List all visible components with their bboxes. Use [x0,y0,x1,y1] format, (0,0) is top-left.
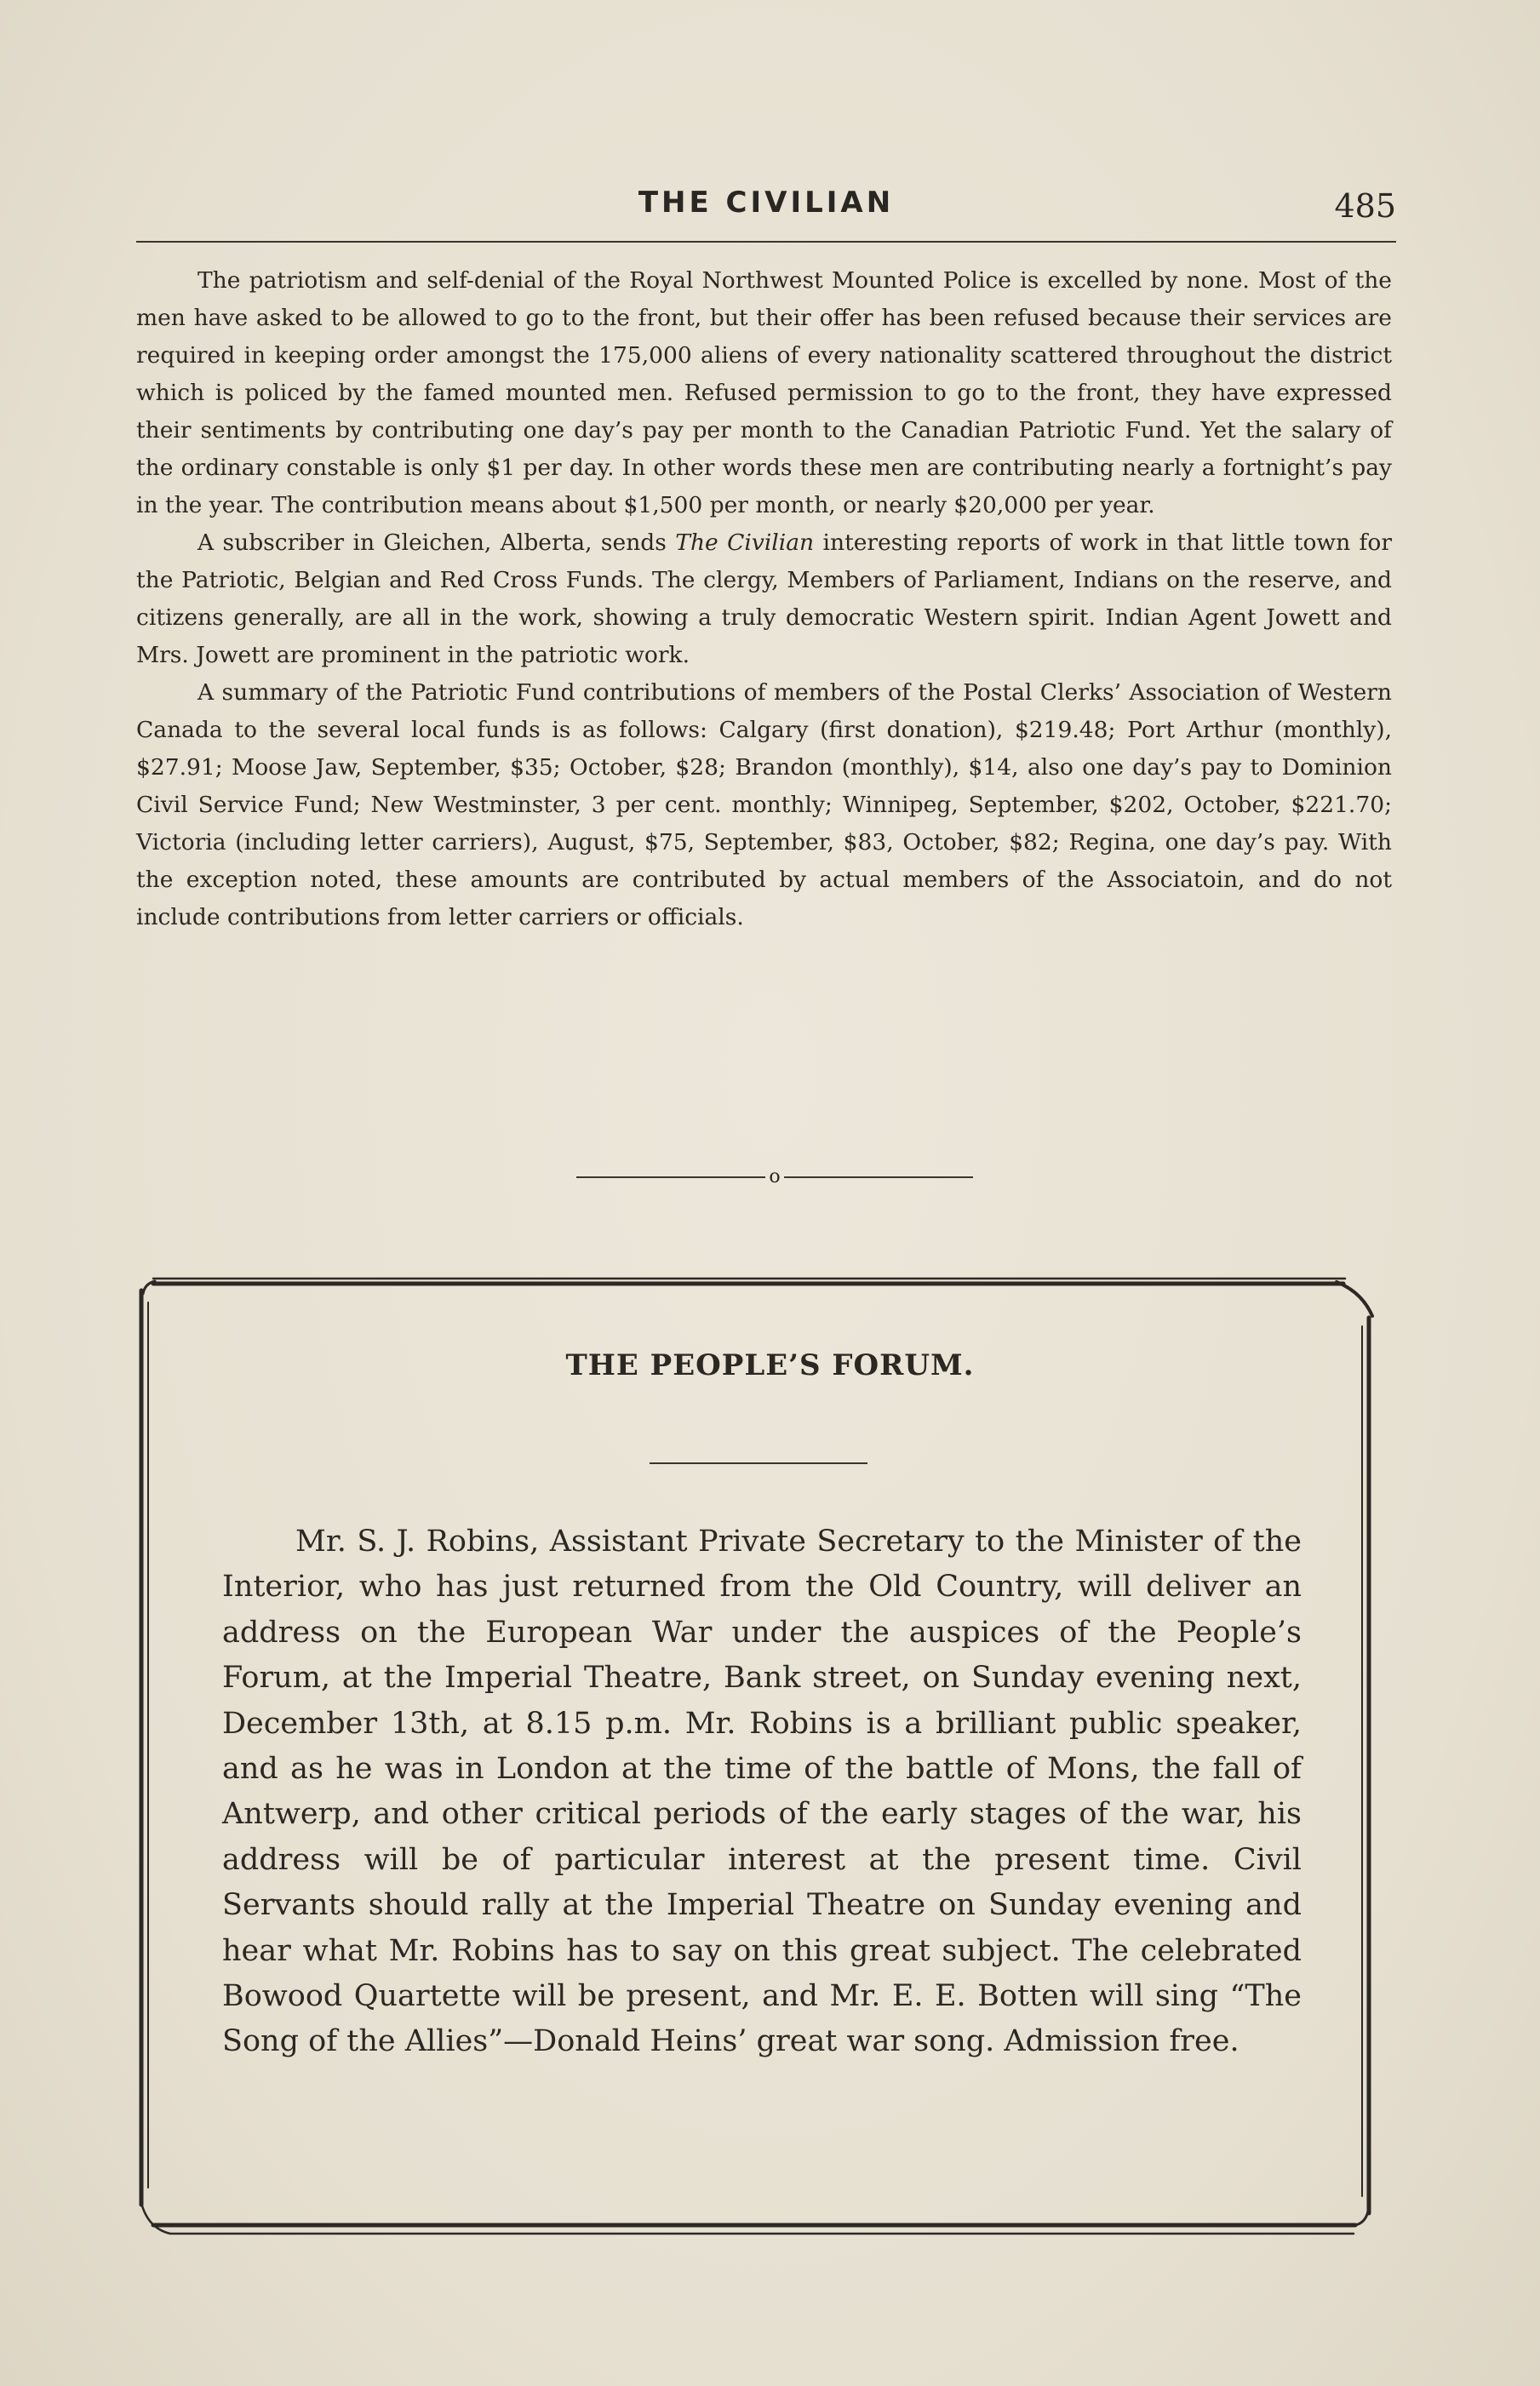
publication-name: The Civilian [675,529,815,556]
running-head [136,186,1396,233]
article-body [136,262,1392,936]
header-rule [136,241,1396,243]
divider-line-right [784,1176,973,1178]
forum-paragraph: Mr. S. J. Robins, Assistant Private Secretary to the Minister of the Interior, who has just returned from the Old Country, will deliver an address on the European War under the auspices of the People’s Forum, at the Imperial Theatre, Bank street, on Sunday evening next, December 13th, at 8.15 p.m. Mr. Robins is a brilliant public speaker, and as he was in London at the time of the battle of Mons, the fall of Antwerp, and other critical periods of the early stages of the war, his address will be of particular interest at the present time. Civil Servants should rally at the Imperial Theatre on Sunday evening and hear what Mr. Robins has to say on this great subject. The celebrated Bowood Quartette will be present, and Mr. E. E. Botten will sing “The Song of the Allies”—Donald Heins’ great war song. Admission free. [222,1525,1302,2059]
section-divider [562,1164,988,1190]
forum-title-rule [650,1462,867,1464]
paragraph-gleichen [136,524,1392,674]
running-title: THE CIVILIAN [638,186,895,220]
paragraph-gleichen-rest: interesting reports of work in that little town for the Patriotic, Belgian and Red Cross Funds. The clergy, Members of Parliament, Indians on the reserve, and citizens generally, are all in the work, showing a truly democratic Western spirit. Indian Agent Jowett and Mrs. Jowett are prominent in the patriotic work. [136,529,1392,668]
divider-ornament: o [769,1166,781,1187]
paragraph-mounted-police: The patriotism and self-denial of the Royal Northwest Mounted Police is excelled by none. Most of the men have asked to be allowed to go to the front, but their offer has been refused because their services are required in keeping order amongst the 175,000 aliens of every nationality scattered throughout the district which is policed by the famed mounted men. Refused permission to go to the front, they have expressed their sentiments by contributing one day’s pay per month to the Canadian Patriotic Fund. Yet the salary of the ordinary constable is only $1 per day. In other words these men are contributing nearly a fortnight’s pay in the year. The contribution means about $1,500 per month, or nearly $20,000 per year. [136,267,1392,518]
forum-title: THE PEOPLE’S FORUM. [565,1348,975,1382]
divider-line-left [576,1176,765,1178]
forum-body [222,1519,1302,2065]
page-number: 485 [1334,187,1396,225]
paragraph-postal-clerks: A summary of the Patriotic Fund contributions of members of the Postal Clerks’ Association of Western Canada to the several local funds is as follows: Calgary (first donation), $219.48; Port Arthur (monthly), $27.91; Moose Jaw, September, $35; October, $28; Brandon (monthly), $14, also one day’s pay to Dominion Civil Service Fund; New Westminster, 3 per cent. monthly; Winnipeg, September, $202, October, $221.70; Victoria (including letter carriers), August, $75, September, $83, October, $82; Regina, one day’s pay. With the exception noted, these amounts are contributed by actual members of the Associatoin, and do not include contributions from letter carriers or officials. [136,679,1392,930]
paragraph-gleichen-start: A subscriber in Gleichen, Alberta, sends [198,529,676,556]
